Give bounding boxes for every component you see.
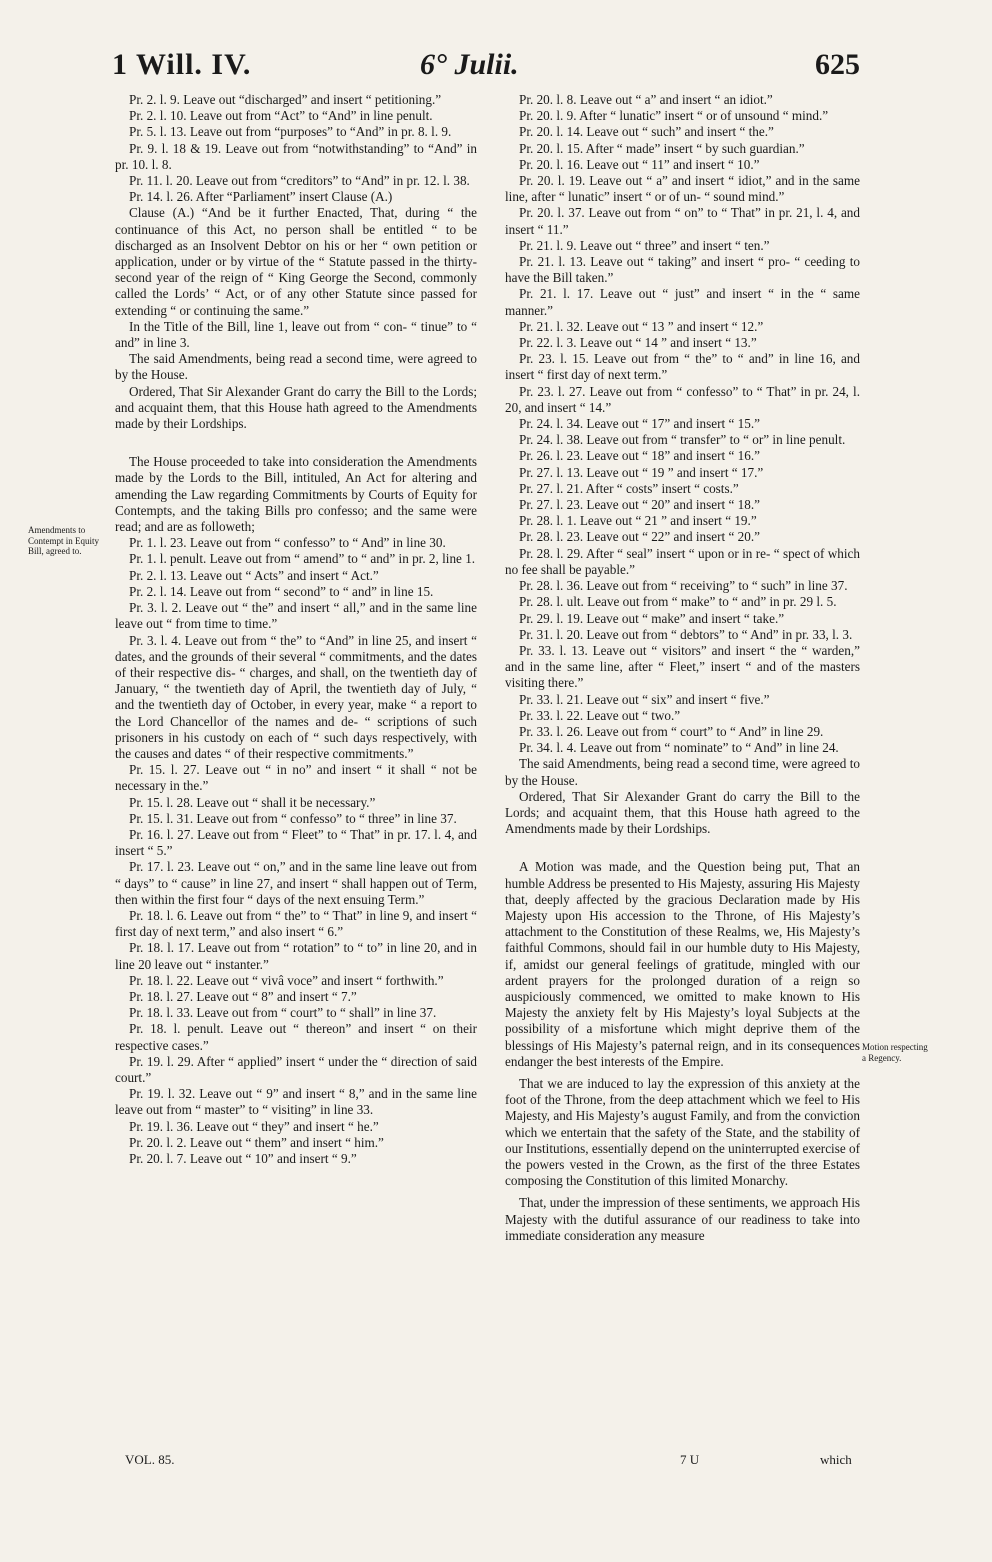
regency-motion: That, under the impression of these sentiments, we approach His Majesty with the dutiful assurance of our readiness to take into immediate consideration any measure <box>505 1195 860 1243</box>
paragraph: The said Amendments, being read a second time, were agreed to by the House. <box>505 756 860 788</box>
paragraph: Pr. 17. l. 23. Leave out “ on,” and in the same line leave out from “ days” to “ cause” in line 27, and insert “ shall happen out of Term, then within the first four “ days of the next ensuing Term.” <box>115 859 477 907</box>
paragraph: Pr. 15. l. 28. Leave out “ shall it be necessary.” <box>129 794 376 810</box>
paragraph: Pr. 2. l. 13. Leave out “ Acts” and insert “ Act.” <box>129 567 379 583</box>
margin-note-regency: Motion respecting a Regency. <box>862 1042 928 1063</box>
paragraph: Pr. 28. l. 23. Leave out “ 22” and insert “ 20.” <box>519 529 760 545</box>
paragraph: Pr. 20. l. 15. After “ made” insert “ by such guardian.” <box>519 140 805 156</box>
paragraph: Pr. 1. l. penult. Leave out from “ amend” to “ and” in pr. 2, line 1. <box>129 551 476 567</box>
order-paragraph: Ordered, That Sir Alexander Grant do carry the Bill to the Lords; and acquaint them, that this House hath agreed to the Amendments made by their Lordships. <box>505 788 860 837</box>
paragraph: Pr. 2. l. 14. Leave out from “ second” to “ and” in line 15. <box>129 583 434 599</box>
paragraph: Pr. 29. l. 19. Leave out “ make” and insert “ take.” <box>519 610 785 626</box>
order-paragraph: Ordered, That Sir Alexander Grant do carry the Bill to the Lords; and acquaint them, that this House hath agreed to the Amendments made by their Lordships. <box>115 383 477 432</box>
paragraph: Pr. 27. l. 23. Leave out “ 20” and insert “ 18.” <box>519 497 760 513</box>
paragraph: Pr. 16. l. 27. Leave out from “ Fleet” to “ That” in pr. 17. l. 4, and insert “ 5.” <box>115 826 477 859</box>
paragraph: Pr. 28. l. 36. Leave out from “ receiving” to “ such” in line 37. <box>519 578 848 594</box>
paragraph: Pr. 2. l. 10. Leave out from “Act” to “And” in line penult. <box>129 108 433 124</box>
paragraph: Pr. 5. l. 13. Leave out from “purposes” to “And” in pr. 8. l. 9. <box>129 124 452 140</box>
catchword: which <box>820 1452 852 1467</box>
paragraph: Pr. 23. l. 15. Leave out from “ the” to “ and” in line 16, and insert “ first day of next term.” <box>505 351 860 383</box>
right-column <box>505 92 860 1244</box>
paragraph: Pr. 21. l. 13. Leave out “ taking” and insert “ pro- “ ceeding to have the Bill taken.” <box>505 254 860 286</box>
paragraph: Pr. 33. l. 13. Leave out “ visitors” and insert “ the “ warden,” and in the same line, after “ Fleet,” insert “ and of the masters visiting there.” <box>505 642 860 691</box>
paragraph: Pr. 20. l. 8. Leave out “ a” and insert “ an idiot.” <box>519 92 773 107</box>
page-number: 625 <box>815 48 860 81</box>
page-header <box>0 48 992 88</box>
paragraph: Pr. 26. l. 23. Leave out “ 18” and insert “ 16.” <box>519 448 760 464</box>
paragraph: Pr. 24. l. 34. Leave out “ 17” and insert “ 15.” <box>519 416 760 432</box>
paragraph: Pr. 19. l. 29. After “ applied” insert “ under the “ direction of said court.” <box>115 1053 477 1085</box>
paragraph: Pr. 18. l. penult. Leave out “ thereon” and insert “ on their respective cases.” <box>115 1021 477 1053</box>
paragraph: Pr. 20. l. 7. Leave out “ 10” and insert “ 9.” <box>129 1151 357 1166</box>
clause-a: Clause (A.) “And be it further Enacted, That, during “ the continuance of this Act, no person shall be entitled “ to be discharged as an Insolvent Debtor on his or her “ own petition or application, under or by virtue of the “ Statute passed in the thirty-second year of the reign of “ King George the Second, commonly called the Lords’ “ Act, or of any other Statute since passed for extending “ or continuing the same.” <box>115 205 477 318</box>
paragraph: Pr. 15. l. 27. Leave out “ in no” and insert “ it shall “ not be necessary in the.” <box>115 762 477 794</box>
paragraph: Pr. 9. l. 18 & 19. Leave out from “notwithstanding” to “And” in pr. 10. l. 8. <box>115 140 477 172</box>
paragraph: Pr. 21. l. 17. Leave out “ just” and insert “ in the “ same manner.” <box>505 286 860 318</box>
paragraph: Pr. 15. l. 31. Leave out from “ confesso” to “ three” in line 37. <box>129 810 457 826</box>
volume-number: VOL. 85. <box>125 1452 175 1467</box>
paragraph: Pr. 21. l. 9. Leave out “ three” and insert “ ten.” <box>519 237 770 253</box>
contempt-bill-intro: The House proceeded to take into consideration the Amendments made by the Lords to the Bill, intituled, An Act for altering and amending the Law regarding Commitments by Courts of Equity for Contempts, and the taking Bills pro confesso; and the same were read; and are as followeth; <box>115 454 477 535</box>
paragraph: In the Title of the Bill, line 1, leave out from “ con- “ tinue” to “ and” in line 3. <box>115 318 477 351</box>
paragraph: Pr. 33. l. 21. Leave out “ six” and insert “ five.” <box>519 691 770 707</box>
paragraph: Pr. 18. l. 22. Leave out “ vivâ voce” and insert “ forthwith.” <box>129 972 444 988</box>
paragraph: Pr. 19. l. 32. Leave out “ 9” and insert “ 8,” and in the same line leave out from “ master” to “ visiting” in line 33. <box>115 1086 477 1118</box>
paragraph: Pr. 24. l. 38. Leave out from “ transfer” to “ or” in line penult. <box>519 432 846 448</box>
paragraph: Pr. 11. l. 20. Leave out from “creditors” to “And” in pr. 12. l. 38. <box>129 173 470 189</box>
paragraph: Pr. 18. l. 27. Leave out “ 8” and insert “ 7.” <box>129 988 357 1004</box>
header-regnal-year: 1 Will. IV. <box>112 48 252 81</box>
paragraph: Pr. 20. l. 9. After “ lunatic” insert “ or of unsound “ mind.” <box>519 108 829 124</box>
margin-note-contempt-bill: Amendments to Contempt in Equity Bill, agreed to. <box>28 525 99 556</box>
paragraph: Pr. 18. l. 17. Leave out from “ rotation” to “ to” in line 20, and in line 20 leave out “ instanter.” <box>115 940 477 972</box>
left-column <box>115 92 477 1167</box>
paragraph: Pr. 20. l. 19. Leave out “ a” and insert “ idiot,” and in the same line, after “ lunatic” insert “ or of un- “ sound mind.” <box>505 173 860 205</box>
paragraph: Pr. 20. l. 16. Leave out “ 11” and insert “ 10.” <box>519 156 760 172</box>
paragraph: Pr. 21. l. 32. Leave out “ 13 ” and insert “ 12.” <box>519 318 764 334</box>
paragraph: Pr. 20. l. 37. Leave out from “ on” to “ That” in pr. 21, l. 4, and insert “ 11.” <box>505 205 860 237</box>
paragraph: Pr. 20. l. 14. Leave out “ such” and insert “ the.” <box>519 124 774 140</box>
paragraph: Pr. 1. l. 23. Leave out from “ confesso” to “ And” in line 30. <box>129 535 446 551</box>
header-date: 6° Julii. <box>420 48 519 81</box>
paragraph: Pr. 18. l. 6. Leave out from “ the” to “ That” in line 9, and insert “ first day of next term,” and also insert “ 6.” <box>115 907 477 940</box>
paragraph: Pr. 3. l. 4. Leave out from “ the” to “And” in line 25, and insert “ dates, and the grounds of their several “ commitments, and the dates of their respective dis- “ charges, and shall, on the twentieth day of January, “ the twentieth day of April, the twentieth day of July, “ and the twentieth day of October, in every year, make “ a report to the Lord Chancellor of the names and de- “ scriptions of such prisoners in his custody on each of “ such days respectively, with the causes and dates “ of their respective commitments.” <box>115 632 477 761</box>
regency-motion: A Motion was made, and the Question being put, That an humble Address be presented to His Majesty, assuring His Majesty that, deeply affected by the gracious Declaration made by His Majesty upon His accession to the Throne, of His Majesty’s attachment to the Constitution of these Realms, we, His Majesty’s faithful Commons, should fail in our humble duty to His Majesty, if, amidst our general feelings of gratitude, mingled with our ardent prayers for the prolonged duration of a reign so auspiciously commenced, we omitted to make known to His Majesty the anxiety felt by His Majesty’s loyal Subjects at the possibility of a misfortune which might deprive them of the blessings of His Majesty’s paternal reign, and in its consequences endanger the best interests of the Empire. <box>505 859 860 1069</box>
paragraph: Pr. 2. l. 9. Leave out “discharged” and insert “ petitioning.” <box>129 92 442 107</box>
paragraph: The said Amendments, being read a second time, were agreed to by the House. <box>115 351 477 383</box>
paragraph: Pr. 33. l. 22. Leave out “ two.” <box>519 707 681 723</box>
paragraph: Pr. 28. l. ult. Leave out from “ make” to “ and” in pr. 29 l. 5. <box>519 594 837 610</box>
paragraph: Pr. 27. l. 13. Leave out “ 19 ” and insert “ 17.” <box>519 464 764 480</box>
paragraph: Pr. 34. l. 4. Leave out from “ nominate” to “ And” in line 24. <box>519 740 839 756</box>
paragraph: Pr. 19. l. 36. Leave out “ they” and insert “ he.” <box>129 1118 379 1134</box>
paragraph: Pr. 33. l. 26. Leave out from “ court” to “ And” in line 29. <box>519 723 824 739</box>
regency-motion: That we are induced to lay the expression of this anxiety at the foot of the Throne, from the deep attachment which we feel to His Majesty, and His Majesty’s august Family, and from the conviction which we entertain that the safety of the State, and the stability of our Institutions, essentially depend on the uninterrupted exercise of the powers vested in the Crown, as the first of the three Estates composing the Constitution of this limited Monarchy. <box>505 1075 860 1189</box>
paragraph: Pr. 20. l. 2. Leave out “ them” and insert “ him.” <box>129 1134 384 1150</box>
paragraph: Pr. 18. l. 33. Leave out from “ court” to “ shall” in line 37. <box>129 1005 437 1021</box>
paragraph: Pr. 22. l. 3. Leave out “ 14 ” and insert “ 13.” <box>519 335 757 351</box>
paragraph: Pr. 23. l. 27. Leave out from “ confesso” to “ That” in pr. 24, l. 20, and insert “ 14.” <box>505 383 860 415</box>
paragraph: Pr. 3. l. 2. Leave out “ the” and insert “ all,” and in the same line leave out “ from time to time.” <box>115 600 477 632</box>
paragraph: Pr. 31. l. 20. Leave out from “ debtors” to “ And” in pr. 33, l. 3. <box>519 626 853 642</box>
signature-mark: 7 U <box>680 1452 700 1467</box>
paragraph: Pr. 28. l. 29. After “ seal” insert “ upon or in re- “ spect of which no fee shall be payable.” <box>505 545 860 577</box>
paragraph: Pr. 14. l. 26. After “Parliament” insert Clause (A.) <box>129 189 393 205</box>
paragraph: Pr. 27. l. 21. After “ costs” insert “ costs.” <box>519 480 739 496</box>
paragraph: Pr. 28. l. 1. Leave out “ 21 ” and insert “ 19.” <box>519 513 757 529</box>
